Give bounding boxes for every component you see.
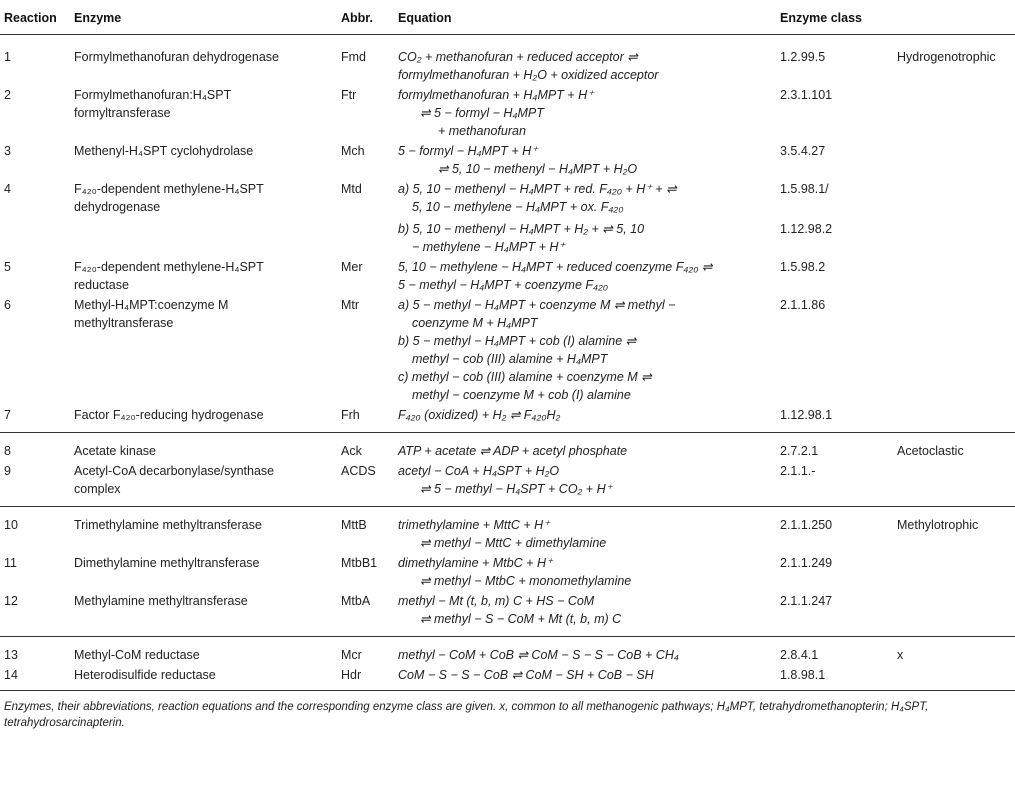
enzyme-class: 1.5.98.2 — [780, 260, 826, 274]
table-row — [0, 637, 1015, 665]
table-row — [0, 507, 1015, 553]
enzyme-class: 2.8.4.1 — [776, 637, 893, 665]
pathway-label — [893, 256, 1015, 294]
enzyme-class: 2.1.1.249 — [780, 556, 833, 570]
enzyme-abbr: MtbB1 — [341, 556, 378, 570]
table-row — [0, 460, 1015, 507]
enzyme-name: F₄₂₀-dependent methylene-H₄SPT reductase — [74, 260, 264, 292]
reaction-number: 13 — [0, 637, 70, 665]
reaction-equation: methyl − CoM + CoB ⇌ CoM − S − S − CoB + CH₄ — [394, 637, 776, 665]
pathway-label — [893, 84, 1015, 140]
enzyme-abbr: ACDS — [341, 464, 376, 478]
table-row — [0, 404, 1015, 433]
table-row — [0, 294, 1015, 404]
enzyme-abbr: MtbA — [341, 594, 371, 608]
pathway-label: Hydrogenotrophic — [897, 50, 996, 64]
enzyme-class: 2.1.1.250 — [776, 507, 893, 553]
pathway-label — [893, 552, 1015, 590]
enzyme-abbr: Hdr — [337, 664, 394, 691]
enzyme-abbr: Mer — [341, 260, 363, 274]
enzyme-abbr: Mcr — [337, 637, 394, 665]
enzyme-name: Acetyl-CoA decarbonylase/synthase complex — [74, 464, 275, 496]
pathway-label — [893, 178, 1015, 256]
pathway-label: Acetoclastic — [893, 433, 1015, 461]
table-row — [0, 664, 1015, 691]
reaction-number: 9 — [4, 464, 11, 478]
enzyme-class: 1.8.98.1 — [776, 664, 893, 691]
reaction-equation: ATP + acetate ⇌ ADP + acetyl phosphate — [394, 433, 776, 461]
enzyme-name: Methenyl-H₄SPT cyclohydrolase — [74, 144, 254, 158]
header-reaction: Reaction — [0, 0, 70, 35]
reaction-equation: formylmethanofuran + H₄MPT + H⁺ ⇌ 5 − formyl − H₄MPT + methanofuran — [398, 88, 594, 138]
reaction-equation: CO₂ + methanofuran + reduced acceptor ⇌ formylmethanofuran + H₂O + oxidized acceptor — [398, 50, 659, 82]
header-abbr: Abbr. — [337, 0, 394, 35]
enzyme-class: 2.1.1.86 — [780, 298, 826, 312]
table-row — [0, 590, 1015, 637]
enzyme-name: Methylamine methyltransferase — [74, 594, 248, 608]
enzyme-abbr: MttB — [337, 507, 394, 553]
reaction-number: 2 — [4, 88, 11, 102]
pathway-label: Methylotrophic — [893, 507, 1015, 553]
enzyme-class: 1.12.98.1 — [780, 408, 833, 422]
enzyme-class: 3.5.4.27 — [780, 144, 826, 158]
enzyme-class: 2.7.2.1 — [776, 433, 893, 461]
reaction-equation: dimethylamine + MtbC + H⁺ ⇌ methyl − MtbC + monomethylamine — [398, 556, 632, 588]
enzyme-class: 2.1.1.- — [780, 464, 816, 478]
reaction-equation: F₄₂₀ (oxidized) + H₂ ⇌ F₄₂₀H₂ — [398, 408, 561, 422]
table-row — [0, 140, 1015, 178]
enzyme-name: Methyl-CoM reductase — [70, 637, 337, 665]
table-row — [0, 35, 1015, 85]
pathway-label — [893, 664, 1015, 691]
pathway-label — [893, 460, 1015, 507]
reaction-number: 5 — [4, 260, 11, 274]
reaction-number: 6 — [4, 298, 11, 312]
enzyme-abbr: Fmd — [341, 50, 366, 64]
enzyme-name: Formylmethanofuran:H₄SPT formyltransferase — [74, 88, 232, 120]
reaction-number: 3 — [4, 144, 11, 158]
reaction-equation: 5 − formyl − H₄MPT + H⁺ ⇌ 5, 10 − methenyl − H₄MPT + H₂O — [398, 144, 638, 176]
reaction-number: 1 — [4, 50, 11, 64]
enzyme-abbr: Mtr — [341, 298, 360, 312]
enzyme-abbr: Ftr — [341, 88, 357, 102]
table-footnote: Enzymes, their abbreviations, reaction equations and the corresponding enzyme class are given. x, common to all methanogenic pathways; H₄MPT, tetrahydromethanopterin; H₄SPT, tetrahydrosarcinapterin. — [4, 701, 929, 729]
table-row — [0, 178, 1015, 256]
reaction-equation: 5, 10 − methylene − H₄MPT + reduced coenzyme F₄₂₀ ⇌ 5 − methyl − H₄MPT + coenzyme F₄₂₀ — [398, 260, 713, 292]
reaction-equation: trimethylamine + MttC + H⁺ ⇌ methyl − MttC + dimethylamine — [394, 507, 776, 553]
enzyme-abbr: Mch — [341, 144, 365, 158]
enzyme-name: Acetate kinase — [70, 433, 337, 461]
enzyme-class: 1.5.98.1/ 1.12.98.2 — [780, 182, 833, 236]
header-pathway — [893, 0, 1015, 35]
reaction-number: 8 — [0, 433, 70, 461]
pathway-label — [893, 590, 1015, 637]
enzyme-name: Heterodisulfide reductase — [70, 664, 337, 691]
header-enzyme-class: Enzyme class — [776, 0, 893, 35]
reaction-equation: a) 5, 10 − methenyl − H₄MPT + red. F₄₂₀ + H⁺ + ⇌ 5, 10 − methylene − H₄MPT + ox. F₄₂₀ b) 5, 10 − methenyl − H₄MPT + H₂ + ⇌ 5, 10 − methylene − H₄MPT + H⁺ — [398, 182, 677, 254]
enzyme-name: Factor F₄₂₀-reducing hydrogenase — [74, 408, 264, 422]
reaction-number: 10 — [0, 507, 70, 553]
table-row — [0, 433, 1015, 461]
pathway-label — [893, 140, 1015, 178]
enzyme-abbr: Mtd — [341, 182, 362, 196]
enzyme-class: 1.2.99.5 — [780, 50, 826, 64]
reaction-number: 14 — [0, 664, 70, 691]
reaction-equation: acetyl − CoA + H₄SPT + H₂O ⇌ 5 − methyl − H₄SPT + CO₂ + H⁺ — [398, 464, 613, 496]
enzyme-class: 2.1.1.247 — [780, 594, 833, 608]
table-row — [0, 84, 1015, 140]
enzyme-name: Trimethylamine methyltransferase — [70, 507, 337, 553]
table-header-row — [0, 0, 1015, 35]
reaction-equation: CoM − S − S − CoB ⇌ CoM − SH + CoB − SH — [394, 664, 776, 691]
enzyme-class: 2.3.1.101 — [780, 88, 833, 102]
enzyme-name: Methyl-H₄MPT:coenzyme M methyltransferase — [74, 298, 229, 330]
reaction-number: 11 — [4, 556, 17, 570]
reaction-equation: a) 5 − methyl − H₄MPT + coenzyme M ⇌ methyl − coenzyme M + H₄MPT b) 5 − methyl − H₄MPT + cob (I) alamine ⇌ methyl − cob (III) alamine + H₄MPT c) methyl − cob (III) alamine + coenzyme M ⇌ methyl − coenzyme M + cob (I) alamine — [398, 298, 676, 402]
enzyme-abbr: Ack — [337, 433, 394, 461]
header-equation: Equation — [394, 0, 776, 35]
pathway-label — [893, 404, 1015, 433]
reaction-equation: methyl − Mt (t, b, m) C + HS − CoM ⇌ methyl − S − CoM + Mt (t, b, m) C — [398, 594, 622, 626]
enzyme-abbr: Frh — [341, 408, 360, 422]
enzyme-name: Formylmethanofuran dehydrogenase — [74, 50, 279, 64]
header-enzyme: Enzyme — [70, 0, 337, 35]
pathway-label: x — [893, 637, 1015, 665]
table-row — [0, 256, 1015, 294]
enzyme-name: Dimethylamine methyltransferase — [74, 556, 260, 570]
reaction-number: 12 — [4, 594, 18, 608]
pathway-label — [893, 294, 1015, 404]
reaction-number: 4 — [4, 182, 11, 196]
reaction-number: 7 — [4, 408, 11, 422]
table-row — [0, 552, 1015, 590]
enzyme-name: F₄₂₀-dependent methylene-H₄SPT dehydrogenase — [74, 182, 264, 214]
